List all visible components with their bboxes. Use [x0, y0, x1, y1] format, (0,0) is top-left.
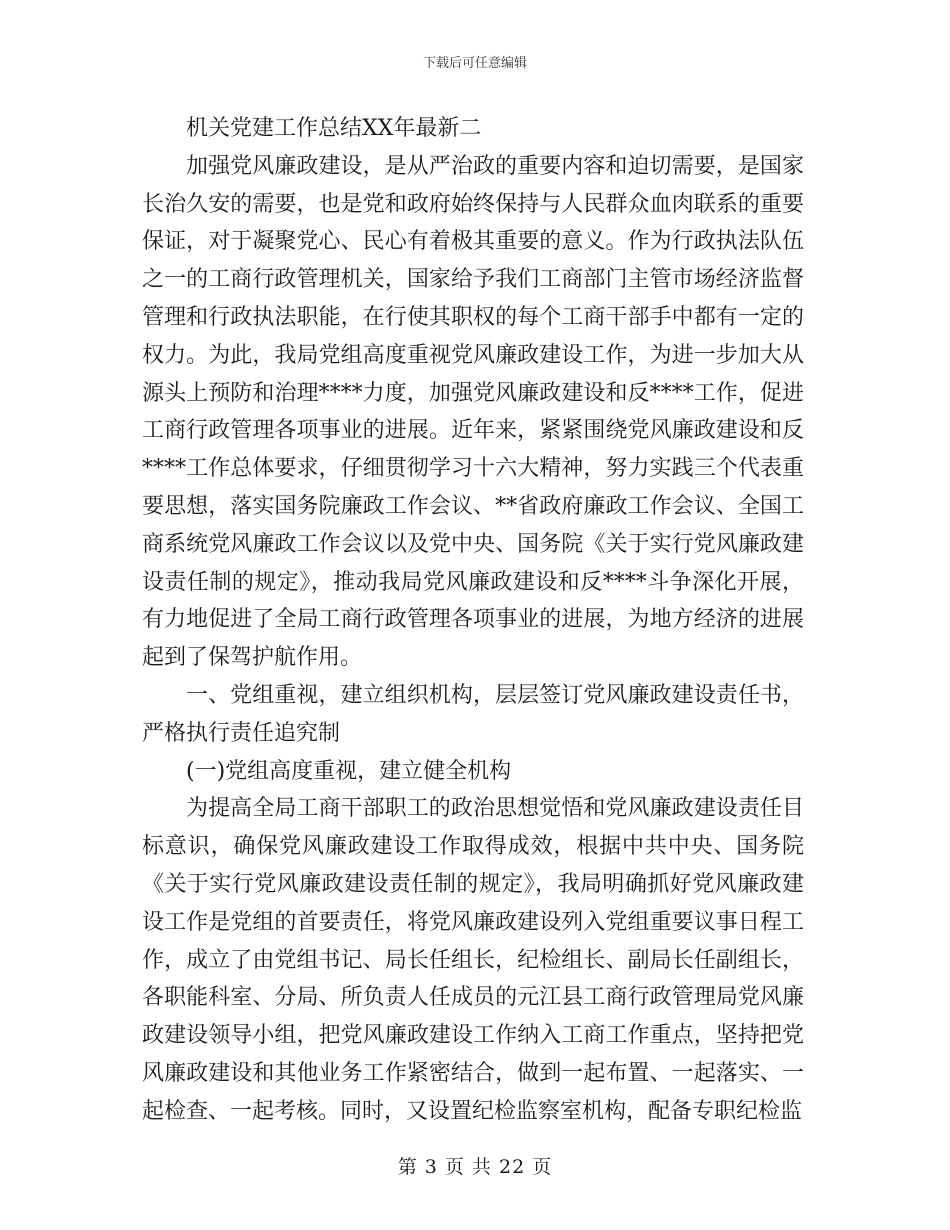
- document-body: [142, 110, 804, 1131]
- subsection-heading-1: (一)党组高度重视，建立健全机构: [186, 758, 512, 784]
- page-number-footer: 第 3 页 共 22 页: [397, 1156, 553, 1178]
- paragraph-body: 为提高全局工商干部职工的政治思想觉悟和党风廉政建设责任目标意识，确保党风廉政建设工作取得成效，根据中共中央、国务院《关于实行党风廉政建设责任制的规定》，我局明确抓好党风廉政建设工作是党组的首要责任，将党风廉政建设列入党组重要议事日程工作，成立了由党组书记、局长任组长，纪检组长、副局长任副组长，各职能科室、分局、所负责人任成员的元江县工商行政管理局党风廉政建设领导小组，把党风廉政建设工作纳入工商工作重点，坚持把党风廉政建设和其他业务工作紧密结合，做到一起布置、一起落实、一起检查、一起考核。同时，又设置纪检监察室机构，配备专职纪检监: [142, 796, 804, 1124]
- document-title: 机关党建工作总结XX年最新二: [186, 116, 482, 141]
- paragraph-intro: 加强党风廉政建设，是从严治政的重要内容和迫切需要，是国家长治久安的需要，也是党和政府始终保持与人民群众血肉联系的重要保证，对于凝聚党心、民心有着极其重要的意义。作为行政执法队伍之一的工商行政管理机关，国家给予我们工商部门主管市场经济监督管理和行政执法职能，在行使其职权的每个工商干部手中都有一定的权力。为此，我局党组高度重视党风廉政建设工作，为进一步加大从源头上预防和治理****力度，加强党风廉政建设和反****工作，促进工商行政管理各项事业的进展。近年来，紧紧围绕党风廉政建设和反****工作总体要求，仔细贯彻学习十六大精神，努力实践三个代表重要思想，落实国务院廉政工作会议、**省政府廉政工作会议、全国工商系统党风廉政工作会议以及党中央、国务院《关于实行党风廉政建设责任制的规定》，推动我局党风廉政建设和反****斗争深化开展，有力地促进了全局工商行政管理各项事业的进展，为地方经济的进展起到了保驾护航作用。: [142, 153, 804, 671]
- section-heading-1: 一、党组重视，建立组织机构，层层签订党风廉政建设责任书，严格执行责任追究制: [142, 682, 804, 746]
- page-header-note: 下载后可任意编辑: [422, 56, 527, 71]
